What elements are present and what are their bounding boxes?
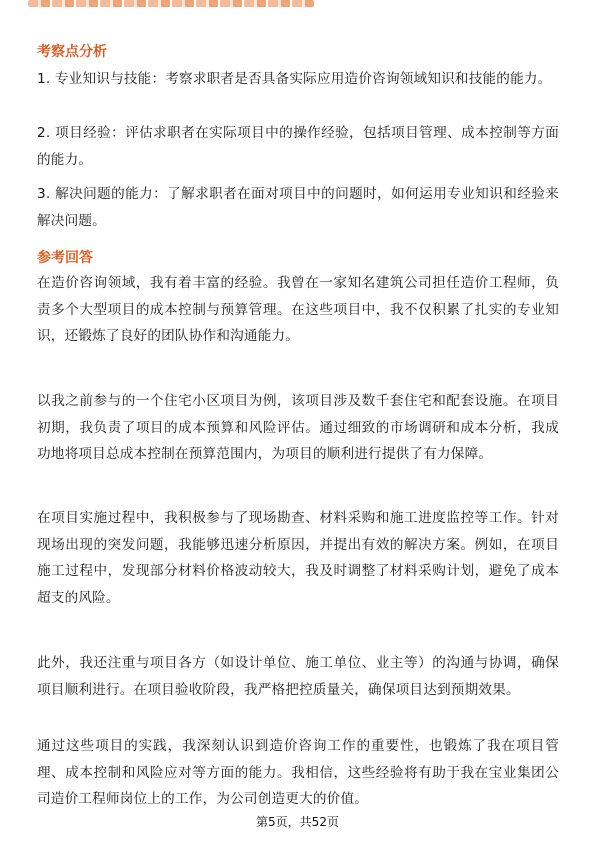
section-heading-analysis: 考察点分析 xyxy=(37,44,107,60)
analysis-item-3: 3. 解决问题的能力：了解求职者在面对项目中的问题时，如何运用专业知识和经验来解决问题。 xyxy=(37,186,559,229)
analysis-item-1: 1. 专业知识与技能：考察求职者是否具备实际应用造价咨询领域知识和技能的能力。 xyxy=(37,71,552,87)
page-number: 第5页，共52页 xyxy=(256,815,339,829)
answer-paragraph-4: 此外，我还注重与项目各方（如设计单位、施工单位、业主等）的沟通与协调，确保项目顺利进行。在项目验收阶段，我严格把控质量关，确保项目达到预期效果。 xyxy=(37,655,559,698)
answer-paragraph-5: 通过这些项目的实践，我深刻认识到造价咨询工作的重要性，也锻炼了我在项目管理、成本控制和风险应对等方面的能力。我相信，这些经验将有助于我在宝业集团公司造价工程师岗位上的工作，为公司创造更大的价值。 xyxy=(37,738,559,807)
analysis-item-2: 2. 项目经验：评估求职者在实际项目中的操作经验，包括项目管理、成本控制等方面的能力。 xyxy=(37,125,559,168)
answer-paragraph-1: 在造价咨询领域，我有着丰富的经验。我曾在一家知名建筑公司担任造价工程师，负责多个大型项目的成本控制与预算管理。在这些项目中，我不仅积累了扎实的专业知识，还锻炼了良好的团队协作和沟通能力。 xyxy=(37,275,559,344)
answer-paragraph-3: 在项目实施过程中，我积极参与了现场勘查、材料采购和施工进度监控等工作。针对现场出现的突发问题，我能够迅速分析原因，并提出有效的解决方案。例如，在项目施工过程中，发现部分材料价格波动较大，我及时调整了材料采购计划，避免了成本超支的风险。 xyxy=(37,510,559,606)
cut-off-header-strip xyxy=(28,0,314,12)
answer-paragraph-2: 以我之前参与的一个住宅小区项目为例，该项目涉及数千套住宅和配套设施。在项目初期，我负责了项目的成本预算和风险评估。通过细致的市场调研和成本分析，我成功地将项目总成本控制在预算范围内，为项目的顺利进行提供了有力保障。 xyxy=(37,393,559,462)
section-heading-answer: 参考回答 xyxy=(37,250,93,266)
